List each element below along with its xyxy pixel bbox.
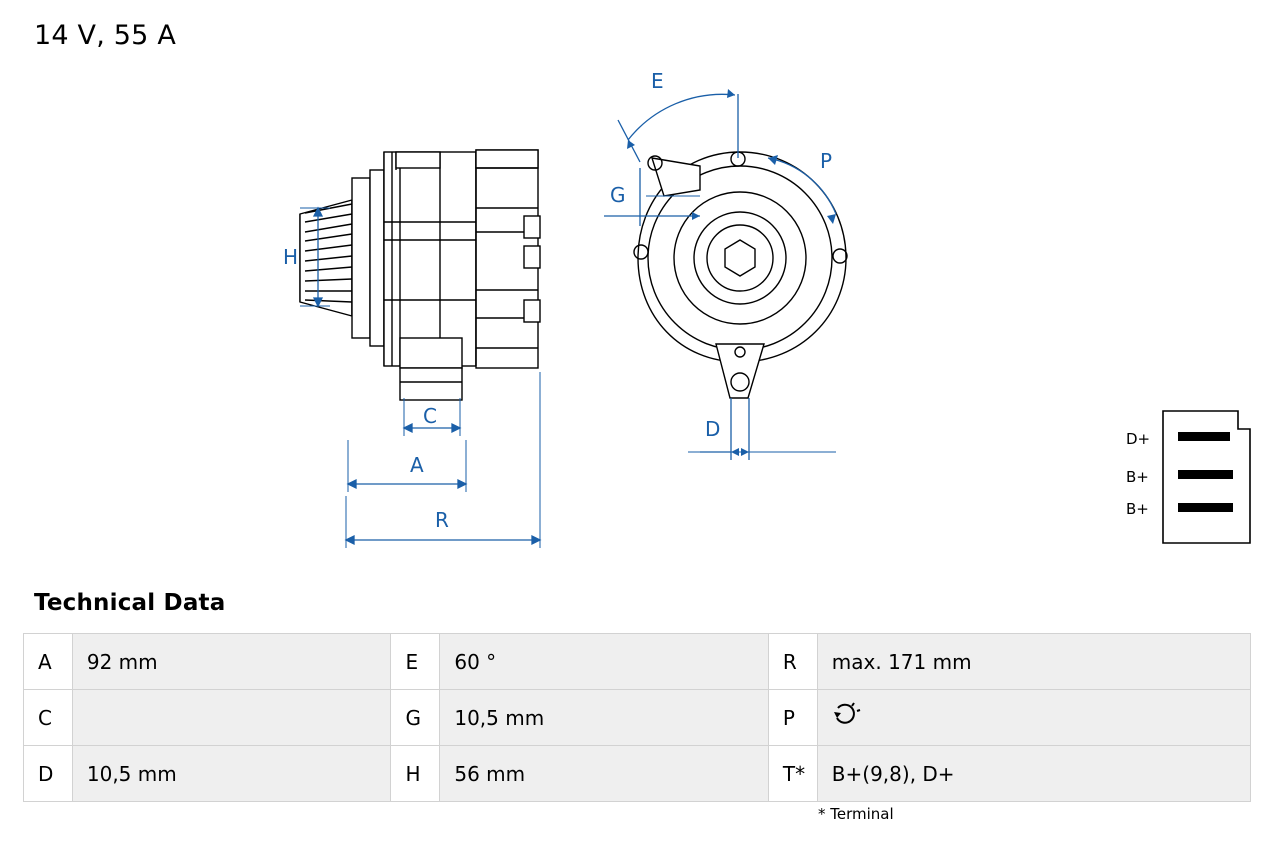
- cell-key-a: A: [24, 634, 73, 690]
- cell-value-g: 10,5 mm: [440, 690, 769, 746]
- terminal-label-0: D+: [1126, 430, 1151, 448]
- cell-value-a: 92 mm: [72, 634, 391, 690]
- technical-data-heading: Technical Data: [34, 590, 226, 616]
- cell-key-d: D: [24, 746, 73, 802]
- cell-key-e: E: [391, 634, 440, 690]
- side-view-group: [300, 150, 540, 400]
- cell-key-h: H: [391, 746, 440, 802]
- page-title: 14 V, 55 A: [34, 20, 176, 51]
- cell-value-c: [72, 690, 391, 746]
- label-A: A: [410, 453, 424, 477]
- cell-value-e: 60 °: [440, 634, 769, 690]
- technical-data-table: [23, 633, 1251, 802]
- cell-value-d: 10,5 mm: [72, 746, 391, 802]
- terminal-bar-bplus-1: [1178, 470, 1233, 479]
- front-view-group: [634, 152, 847, 398]
- cell-key-g: G: [391, 690, 440, 746]
- label-E: E: [651, 69, 664, 93]
- table-row: [24, 634, 1251, 690]
- label-G: G: [610, 183, 626, 207]
- rotation-ccw-icon: [832, 702, 862, 733]
- terminal-footnote: * Terminal: [818, 805, 894, 823]
- label-D: D: [705, 417, 721, 441]
- terminal-label-2: B+: [1126, 500, 1149, 518]
- terminal-block-diagram: [1163, 411, 1250, 543]
- cell-key-r: R: [768, 634, 817, 690]
- label-H: H: [283, 245, 299, 269]
- cell-value-r: max. 171 mm: [817, 634, 1250, 690]
- cell-key-t: T*: [768, 746, 817, 802]
- terminal-bar-dplus: [1178, 432, 1230, 441]
- cell-value-h: 56 mm: [440, 746, 769, 802]
- table-row: [24, 746, 1251, 802]
- cell-key-p: P: [768, 690, 817, 746]
- cell-value-p: [817, 690, 1250, 746]
- terminal-label-1: B+: [1126, 468, 1149, 486]
- terminal-bar-bplus-2: [1178, 503, 1233, 512]
- label-R: R: [435, 508, 449, 532]
- label-C: C: [423, 404, 437, 428]
- cell-key-c: C: [24, 690, 73, 746]
- table-row: [24, 690, 1251, 746]
- label-P: P: [820, 149, 833, 173]
- cell-value-t: B+(9,8), D+: [817, 746, 1250, 802]
